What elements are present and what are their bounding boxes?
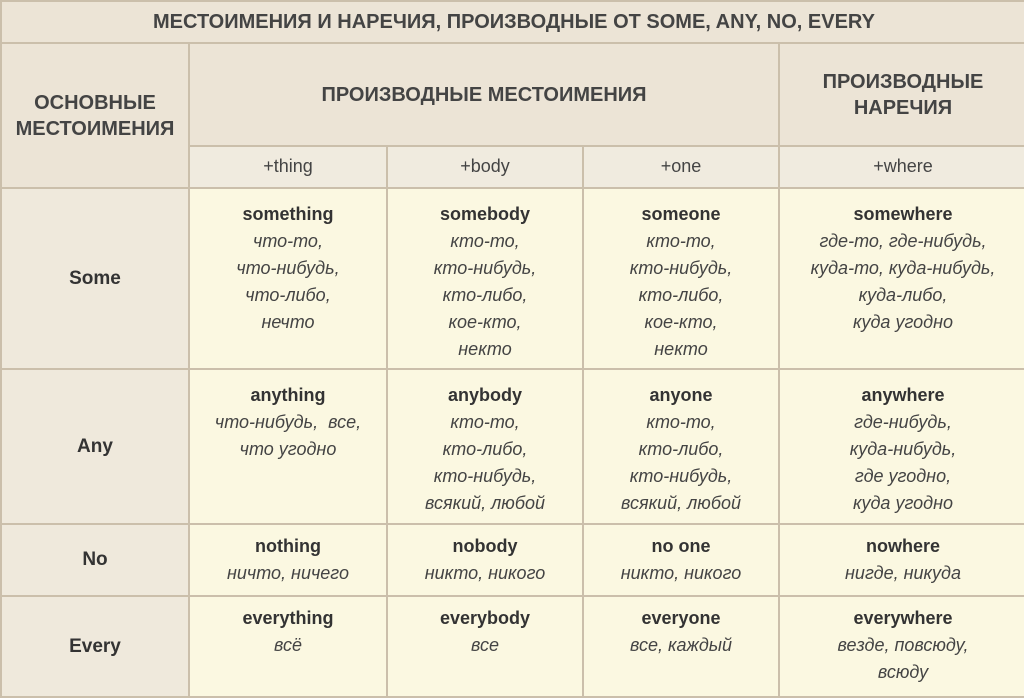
- table-row-any: [2, 370, 1024, 523]
- suffix-body: +body: [388, 147, 582, 187]
- translation: куда-то, куда-нибудь,: [810, 258, 996, 279]
- translation: кто-либо,: [442, 439, 528, 460]
- translation: никто, никого: [424, 563, 546, 584]
- header-adverbs-line1: ПРОИЗВОДНЫЕ: [822, 70, 984, 93]
- translation: что угодно: [239, 439, 337, 460]
- translation: куда угодно: [852, 493, 953, 514]
- translation: что-либо,: [245, 285, 331, 306]
- suffix-where: +where: [780, 147, 1024, 187]
- translation: куда-либо,: [858, 285, 948, 306]
- row-label-every: Every: [2, 597, 188, 696]
- header-base-line1: ОСНОВНЫЕ: [34, 91, 156, 114]
- row-label-any: Any: [2, 370, 188, 523]
- translation: все, каждый: [629, 635, 733, 656]
- translation: что-нибудь, все,: [214, 412, 362, 433]
- word: someone: [641, 204, 721, 225]
- word: anything: [250, 385, 326, 406]
- row-label-some: Some: [2, 189, 188, 368]
- word: anyone: [649, 385, 713, 406]
- header-derived-pronouns: ПРОИЗВОДНЫЕ МЕСТОИМЕНИЯ: [190, 44, 778, 145]
- cell-any-one: [584, 370, 778, 523]
- cell-every-body: [388, 597, 582, 696]
- translation: где-нибудь,: [854, 412, 952, 433]
- translation: кто-либо,: [638, 439, 724, 460]
- translation: что-нибудь,: [236, 258, 340, 279]
- word: somewhere: [853, 204, 953, 225]
- translation: куда угодно: [852, 312, 953, 333]
- cell-no-where: [780, 525, 1024, 595]
- translation: кто-либо,: [442, 285, 528, 306]
- translation: кто-то,: [450, 412, 520, 433]
- cell-some-one: [584, 189, 778, 368]
- translation: некто: [654, 339, 708, 360]
- translation: всякий, любой: [621, 493, 741, 514]
- word: nobody: [452, 536, 518, 557]
- cell-any-body: [388, 370, 582, 523]
- translation: кто-нибудь,: [433, 258, 537, 279]
- word: somebody: [439, 204, 531, 225]
- translation: всё: [273, 635, 302, 656]
- word: nowhere: [865, 536, 940, 557]
- cell-any-thing: [190, 370, 386, 523]
- suffix-thing: +thing: [190, 147, 386, 187]
- translation: ничто, ничего: [227, 563, 349, 584]
- translation: кто-нибудь,: [629, 258, 733, 279]
- word: everyone: [641, 608, 721, 629]
- translation: кто-нибудь,: [433, 466, 537, 487]
- header-base-pronouns: [2, 44, 188, 187]
- header-derived-adverbs: [780, 44, 1024, 145]
- cell-some-where: [780, 189, 1024, 368]
- cell-any-where: [780, 370, 1024, 523]
- translation: кое-кто,: [644, 312, 718, 333]
- word: anybody: [447, 385, 522, 406]
- translation: всюду: [877, 662, 929, 683]
- row-label-no: No: [2, 525, 188, 595]
- cell-no-one: [584, 525, 778, 595]
- table-row-some: [2, 189, 1024, 368]
- translation: все: [470, 635, 499, 656]
- translation: где-то, где-нибудь,: [819, 231, 987, 252]
- translation: кто-то,: [450, 231, 520, 252]
- cell-no-thing: [190, 525, 386, 595]
- translation: некто: [458, 339, 512, 360]
- suffix-one: +one: [584, 147, 778, 187]
- translation: нигде, никуда: [845, 563, 961, 584]
- cell-no-body: [388, 525, 582, 595]
- cell-some-thing: [190, 189, 386, 368]
- table-row-every: [2, 597, 1024, 696]
- word: everybody: [439, 608, 531, 629]
- translation: кое-кто,: [448, 312, 522, 333]
- translation: кто-нибудь,: [629, 466, 733, 487]
- word: everywhere: [853, 608, 953, 629]
- cell-every-where: [780, 597, 1024, 696]
- word: something: [242, 204, 334, 225]
- cell-some-body: [388, 189, 582, 368]
- translation: кто-либо,: [638, 285, 724, 306]
- word: nothing: [255, 536, 321, 557]
- translation: кто-то,: [646, 412, 716, 433]
- cell-every-one: [584, 597, 778, 696]
- cell-every-thing: [190, 597, 386, 696]
- table-title: МЕСТОИМЕНИЯ И НАРЕЧИЯ, ПРОИЗВОДНЫЕ ОТ SOME, ANY, NO, EVERY: [2, 2, 1024, 42]
- translation: везде, повсюду,: [837, 635, 969, 656]
- translation: нечто: [261, 312, 315, 333]
- translation: где угодно,: [854, 466, 952, 487]
- translation: что-то,: [253, 231, 323, 252]
- word: no one: [651, 536, 711, 557]
- translation: никто, никого: [620, 563, 742, 584]
- word: anywhere: [861, 385, 945, 406]
- header-base-line2: МЕСТОИМЕНИЯ: [15, 117, 175, 140]
- translation: кто-то,: [646, 231, 716, 252]
- word: everything: [242, 608, 334, 629]
- table-row-no: [2, 525, 1024, 595]
- translation: всякий, любой: [425, 493, 545, 514]
- header-adverbs-line2: НАРЕЧИЯ: [853, 96, 953, 119]
- translation: куда-нибудь,: [849, 439, 957, 460]
